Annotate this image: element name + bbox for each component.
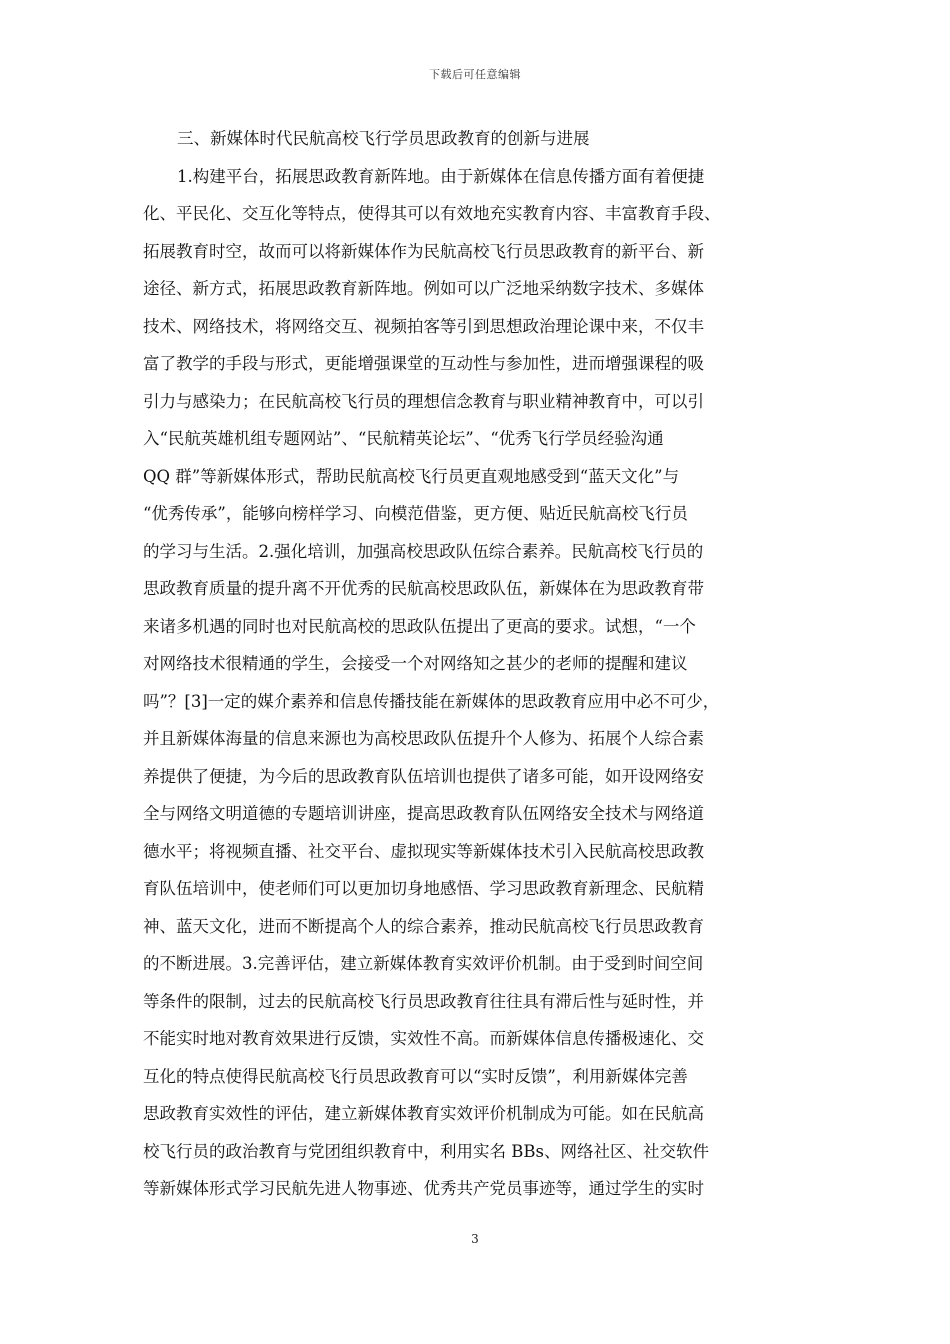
text-line: 来诸多机遇的同时也对民航高校的思政队伍提出了更高的要求。试想，“一个 bbox=[143, 616, 696, 636]
text-line: 化、平民化、交互化等特点，使得其可以有效地充实教育内容、丰富教育手段、 bbox=[143, 204, 721, 223]
text-line: 养提供了便捷，为今后的思政教育队伍培训也提供了诸多可能，如开设网络安 bbox=[143, 766, 704, 786]
section-heading: 三、新媒体时代民航高校飞行学员思政教育的创新与进展 bbox=[177, 129, 590, 148]
text-line: 思政教育质量的提升离不开优秀的民航高校思政队伍，新媒体在为思政教育带 bbox=[143, 579, 704, 598]
text-line: 对网络技术很精通的学生，会接受一个对网络知之甚少的老师的提醒和建议 bbox=[143, 654, 688, 673]
body-paragraph bbox=[143, 158, 808, 1208]
text-line: 校飞行员的政治教育与党团组织教育中，利用实名 BBs、网络社区、社交软件 bbox=[143, 1141, 709, 1161]
text-line: 神、蓝天文化，进而不断提高个人的综合素养，推动民航高校飞行员思政教育 bbox=[143, 916, 704, 936]
page-number: 3 bbox=[471, 1232, 479, 1246]
text-line: 技术、网络技术，将网络交互、视频拍客等引到思想政治理论课中来，不仅丰 bbox=[143, 316, 704, 336]
text-line: 育队伍培训中，使老师们可以更加切身地感悟、学习思政教育新理念、民航精 bbox=[143, 879, 704, 898]
text-line: 等条件的限制，过去的民航高校飞行员思政教育往往具有滞后性与延时性，并 bbox=[143, 991, 704, 1011]
text-line: 互化的特点使得民航高校飞行员思政教育可以“实时反馈”，利用新媒体完善 bbox=[143, 1066, 688, 1086]
text-line: 的学习与生活。2.强化培训，加强高校思政队伍综合素养。民航高校飞行员的 bbox=[143, 541, 704, 561]
text-line: 思政教育实效性的评估，建立新媒体教育实效评价机制成为可能。如在民航高 bbox=[143, 1104, 704, 1123]
text-line: 富了教学的手段与形式，更能增强课堂的互动性与参加性，进而增强课程的吸 bbox=[143, 354, 704, 373]
text-line: 吗”？[3]一定的媒介素养和信息传播技能在新媒体的思政教育应用中必不可少， bbox=[143, 691, 720, 711]
page-header: 下载后可任意编辑 bbox=[429, 68, 521, 81]
text-line: 不能实时地对教育效果进行反馈，实效性不高。而新媒体信息传播极速化、交 bbox=[143, 1029, 704, 1048]
text-line: 全与网络文明道德的专题培训讲座，提高思政教育队伍网络安全技术与网络道 bbox=[143, 804, 704, 823]
text-line: 的不断进展。3.完善评估，建立新媒体教育实效评价机制。由于受到时间空间 bbox=[143, 954, 704, 973]
text-line: QQ 群”等新媒体形式，帮助民航高校飞行员更直观地感受到“蓝天文化”与 bbox=[143, 466, 680, 486]
text-line: 德水平；将视频直播、社交平台、虚拟现实等新媒体技术引入民航高校思政教 bbox=[143, 841, 704, 861]
text-line: 1.构建平台，拓展思政教育新阵地。由于新媒体在信息传播方面有着便捷 bbox=[177, 166, 705, 186]
text-line: 引力与感染力；在民航高校飞行员的理想信念教育与职业精神教育中，可以引 bbox=[143, 391, 704, 411]
text-line: 拓展教育时空，故而可以将新媒体作为民航高校飞行员思政教育的新平台、新 bbox=[143, 241, 704, 261]
text-line: 途径、新方式，拓展思政教育新阵地。例如可以广泛地采纳数字技术、多媒体 bbox=[143, 279, 704, 298]
text-line: “优秀传承”，能够向榜样学习、向模范借鉴，更方便、贴近民航高校飞行员 bbox=[143, 504, 688, 523]
text-line: 入“民航英雄机组专题网站”、“民航精英论坛”、“优秀飞行学员经验沟通 bbox=[143, 429, 664, 448]
text-line: 等新媒体形式学习民航先进人物事迹、优秀共产党员事迹等，通过学生的实时 bbox=[143, 1179, 704, 1198]
text-line: 并且新媒体海量的信息来源也为高校思政队伍提升个人修为、拓展个人综合素 bbox=[143, 729, 704, 748]
document-body bbox=[143, 120, 808, 1208]
